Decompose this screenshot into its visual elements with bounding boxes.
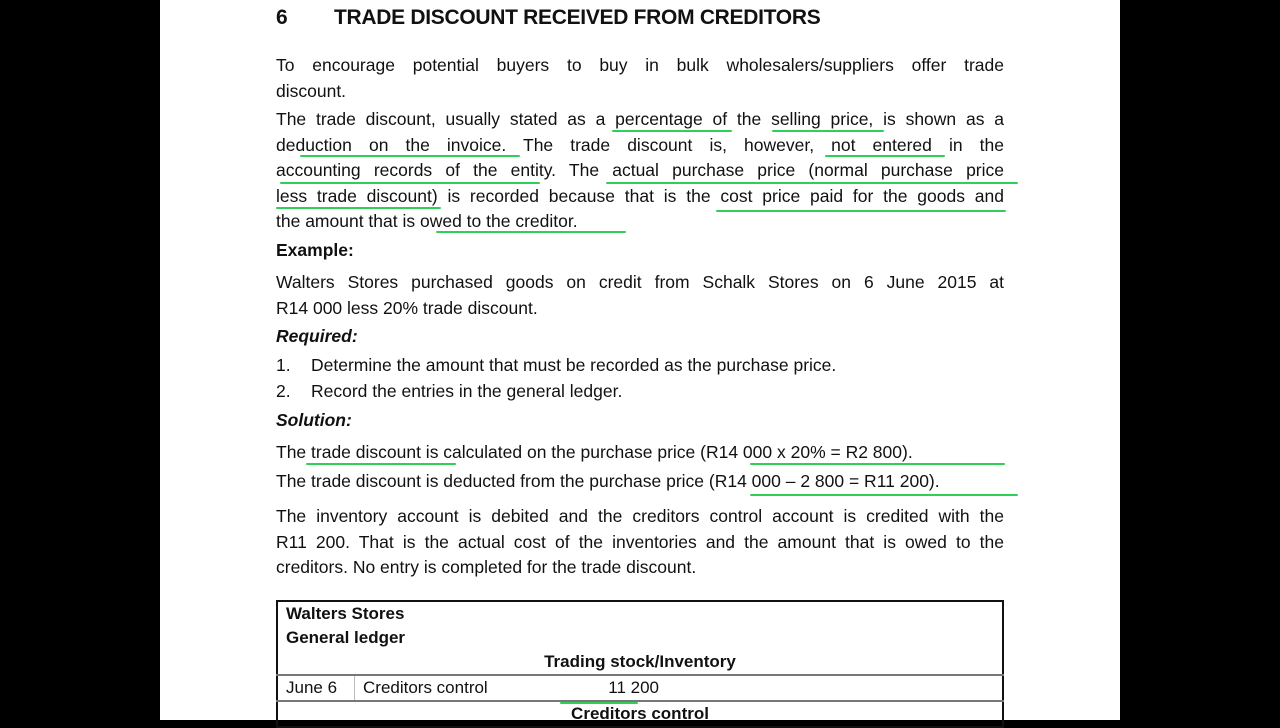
company-name: Walters Stores	[286, 604, 405, 623]
section-heading: 6 TRADE DISCOUNT RECEIVED FROM CREDITORS	[276, 6, 821, 29]
solution-line-1: The trade discount is calculated on the purchase price (R14 000 x 20% = R2 800).	[276, 442, 913, 462]
paragraph-entries: The inventory account is debited and the creditors control account is credited with the R11 200. That is the actual cost of the inventories and the amount that is owed to the creditors. No entry is completed for the trade discount.	[276, 506, 1004, 577]
required-list	[276, 353, 1004, 404]
account-title: Creditors control	[571, 704, 709, 723]
row-date: June 6	[277, 675, 355, 701]
table-row	[277, 675, 1003, 701]
ledger-name: General ledger	[286, 628, 406, 647]
required-label: Required:	[276, 326, 358, 346]
example-label: Example:	[276, 240, 354, 260]
solution-label: Solution:	[276, 410, 352, 430]
account-title: Trading stock/Inventory	[544, 652, 736, 671]
example-text: Walters Stores purchased goods on credit from Schalk Stores on 6 June 2015 at R14 000 less 20% trade discount.	[276, 272, 1004, 318]
general-ledger-table	[276, 600, 1004, 728]
paragraph-definition: The trade discount, usually stated as a percentage of the selling price, is shown as a deduction on the invoice. The trade discount is, however, not entered in the accounting records of the entity. The actual purchase price (normal purchase price less trade discount) is recorded because that is the cost price paid for the goods and the amount that is owed to the creditor.	[276, 109, 1004, 231]
solution-line-2: The trade discount is deducted from the purchase price (R14 000 – 2 800 = R11 200).	[276, 471, 940, 491]
list-item: 1. Determine the amount that must be recorded as the purchase price.	[276, 355, 837, 375]
row-empty	[689, 675, 1003, 701]
row-amount: 11 200	[551, 675, 689, 701]
list-item: 2. Record the entries in the general ledger.	[276, 380, 623, 401]
row-details: Creditors control	[355, 675, 552, 701]
document-page	[160, 0, 1120, 723]
paragraph-intro: To encourage potential buyers to buy in bulk wholesalers/suppliers offer trade discount.	[276, 55, 1004, 101]
